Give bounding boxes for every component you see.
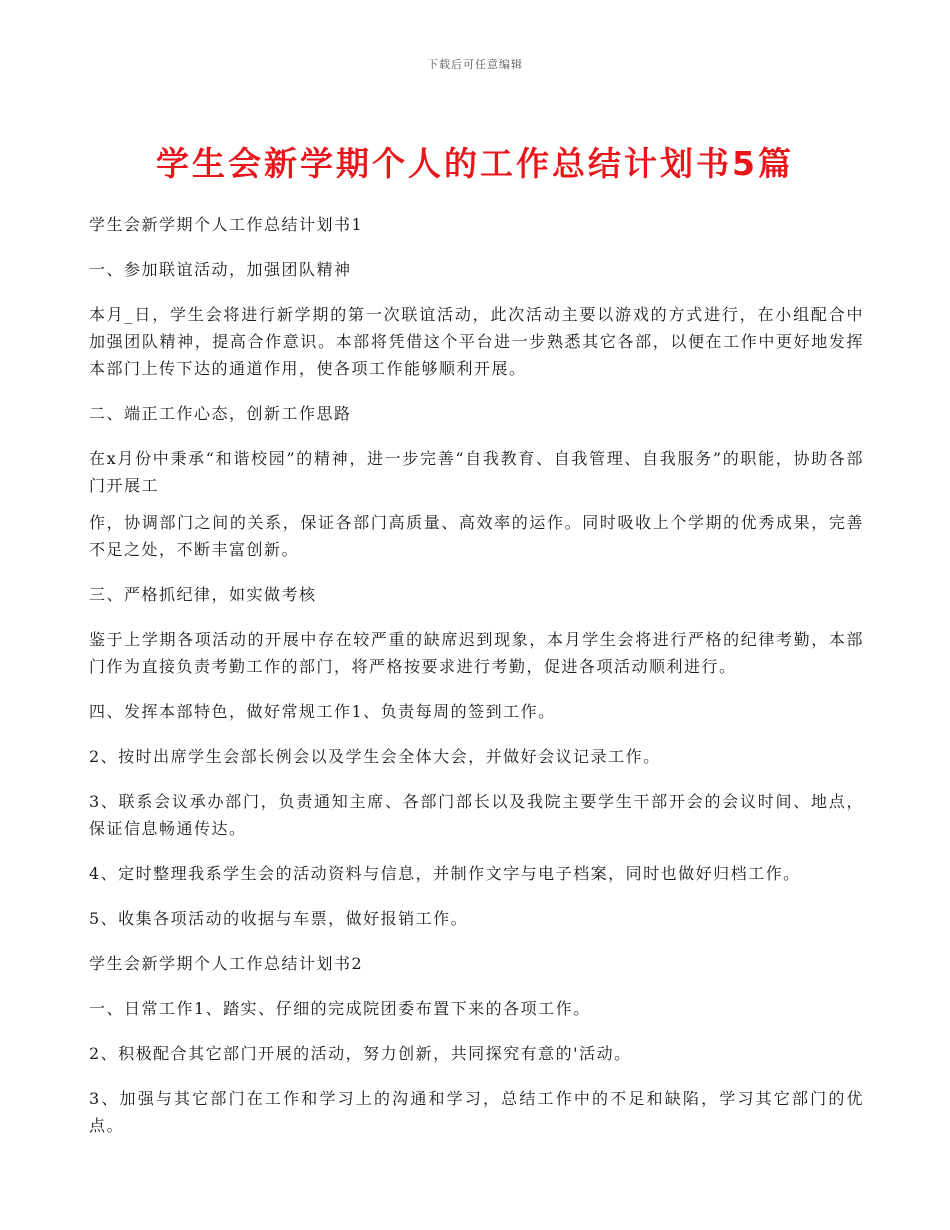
paragraph: 作，协调部门之间的关系，保证各部门高质量、高效率的运作。同时吸收上个学期的优秀成果，完善不足之处，不断丰富创新。 xyxy=(89,513,864,559)
list-item: 2、按时出席学生会部长例会以及学生会全体大会，并做好会议记录工作。 xyxy=(89,747,661,766)
document-body xyxy=(89,211,864,1157)
section-heading-plan-2: 学生会新学期个人工作总结计划书2 xyxy=(89,954,364,973)
subheading-2: 二、端正工作心态，创新工作思路 xyxy=(89,404,352,423)
paragraph: 本月_日，学生会将进行新学期的第一次联谊活动，此次活动主要以游戏的方式进行，在小组配合中加强团队精神，提高合作意识。本部将凭借这个平台进一步熟悉其它各部，以便在工作中更好地发挥本部门上传下达的通道作用，使各项工作能够顺利开展。 xyxy=(89,305,864,378)
paragraph: 鉴于上学期各项活动的开展中存在较严重的缺席迟到现象，本月学生会将进行严格的纪律考勤，本部门作为直接负责考勤工作的部门，将严格按要求进行考勤，促进各项活动顺利进行。 xyxy=(89,630,864,676)
subheading: 一、日常工作1、踏实、仔细的完成院团委布置下来的各项工作。 xyxy=(89,999,591,1018)
subheading-1: 一、参加联谊活动，加强团队精神 xyxy=(89,260,352,279)
list-item: 4、定时整理我系学生会的活动资料与信息，并制作文字与电子档案，同时也做好归档工作。 xyxy=(89,864,801,883)
list-item: 3、联系会议承办部门，负责通知主席、各部门部长以及我院主要学生干部开会的会议时间、地点，保证信息畅通传达。 xyxy=(89,792,864,838)
list-item: 3、加强与其它部门在工作和学习上的沟通和学习，总结工作中的不足和缺陷，学习其它部门的优点。 xyxy=(89,1089,864,1135)
document-title: 学生会新学期个人的工作总结计划书5篇 xyxy=(156,144,794,183)
paragraph: 在x月份中秉承“和谐校园”的精神，进一步完善“自我教育、自我管理、自我服务”的职能，协助各部门开展工 xyxy=(89,449,864,495)
section-heading-plan-1: 学生会新学期个人工作总结计划书1 xyxy=(89,215,364,234)
subheading-3: 三、严格抓纪律，如实做考核 xyxy=(89,585,317,604)
list-item: 5、收集各项活动的收据与车票，做好报销工作。 xyxy=(89,909,469,928)
page-header-note: 下载后可任意编辑 xyxy=(427,58,523,71)
list-item: 2、积极配合其它部门开展的活动，努力创新，共同探究有意的'活动。 xyxy=(89,1044,632,1063)
subheading-4: 四、发挥本部特色，做好常规工作1、负责每周的签到工作。 xyxy=(89,702,556,721)
